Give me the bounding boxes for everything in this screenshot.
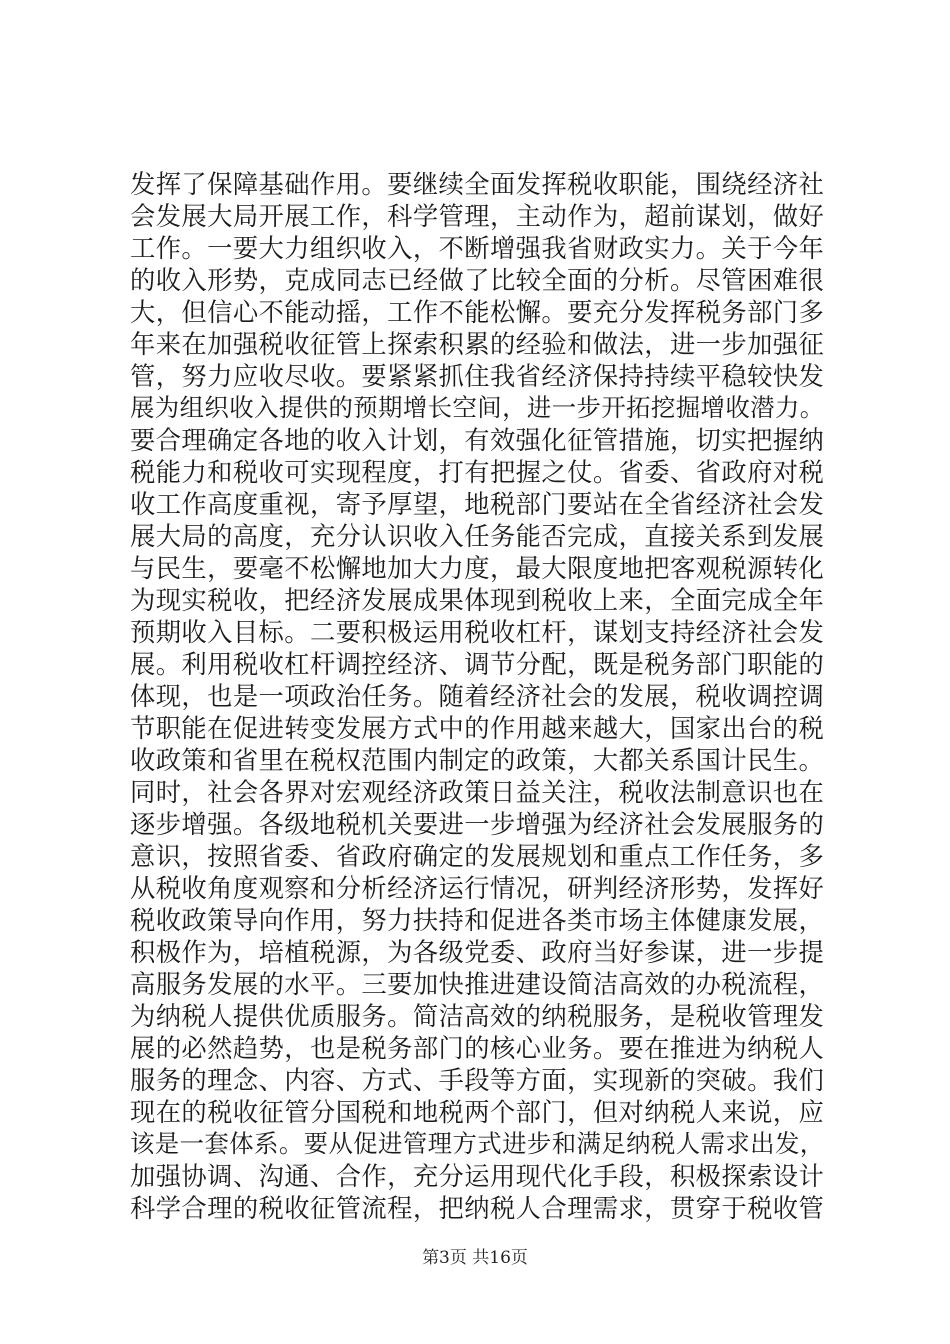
text-line: 大，但信心不能动摇，工作不能松懈。要充分发挥税务部门多	[130, 297, 825, 327]
text-line: 年来在加强税收征管上探索积累的经验和做法，进一步加强征	[130, 329, 825, 359]
text-line: 展大局的高度，充分认识收入任务能否完成，直接关系到发展	[130, 521, 825, 551]
text-line: 现在的税收征管分国税和地税两个部门，但对纳税人来说，应	[130, 1097, 825, 1127]
text-line: 展。利用税收杠杆调控经济、调节分配，既是税务部门职能的	[130, 649, 825, 679]
text-line: 为现实税收，把经济发展成果体现到税收上来，全面完成全年	[130, 585, 825, 615]
text-line: 该是一套体系。要从促进管理方式进步和满足纳税人需求出发，	[130, 1129, 825, 1158]
text-line: 的收入形势，克成同志已经做了比较全面的分析。尽管困难很	[130, 265, 825, 295]
text-line: 与民生，要毫不松懈地加大力度，最大限度地把客观税源转化	[130, 553, 825, 583]
text-line: 展为组织收入提供的预期增长空间，进一步开拓挖掘增收潜力。	[130, 393, 825, 422]
text-line: 展的必然趋势，也是税务部门的核心业务。要在推进为纳税人	[130, 1033, 825, 1063]
text-line: 管，努力应收尽收。要紧紧抓住我省经济保持持续平稳较快发	[130, 361, 825, 391]
text-line: 发挥了保障基础作用。要继续全面发挥税收职能，围绕经济社	[130, 169, 825, 199]
text-line: 意识，按照省委、省政府确定的发展规划和重点工作任务，多	[130, 841, 825, 871]
text-line: 为纳税人提供优质服务。简洁高效的纳税服务，是税收管理发	[130, 1001, 825, 1031]
text-line: 会发展大局开展工作，科学管理，主动作为，超前谋划，做好	[130, 201, 825, 231]
text-line: 工作。一要大力组织收入，不断增强我省财政实力。关于今年	[130, 233, 825, 263]
body-text	[130, 168, 830, 1224]
page-footer: 第3页 共16页	[422, 1248, 528, 1268]
text-line: 加强协调、沟通、合作，充分运用现代化手段，积极探索设计	[130, 1161, 825, 1191]
text-line: 积极作为，培植税源，为各级党委、政府当好参谋，进一步提	[130, 937, 825, 967]
text-line: 税收政策导向作用，努力扶持和促进各类市场主体健康发展，	[130, 905, 825, 935]
text-line: 服务的理念、内容、方式、手段等方面，实现新的突破。我们	[130, 1065, 825, 1095]
text-line: 科学合理的税收征管流程，把纳税人合理需求，贯穿于税收管	[130, 1193, 825, 1223]
text-line: 从税收角度观察和分析经济运行情况，研判经济形势，发挥好	[130, 873, 825, 903]
text-line: 预期收入目标。二要积极运用税收杠杆，谋划支持经济社会发	[130, 617, 825, 647]
text-line: 税能力和税收可实现程度，打有把握之仗。省委、省政府对税	[130, 457, 825, 487]
text-line: 同时，社会各界对宏观经济政策日益关注，税收法制意识也在	[130, 777, 825, 807]
text-line: 高服务发展的水平。三要加快推进建设简洁高效的办税流程，	[130, 969, 825, 999]
text-line: 收政策和省里在税权范围内制定的政策，大都关系国计民生。	[130, 745, 825, 775]
text-line: 节职能在促进转变发展方式中的作用越来越大，国家出台的税	[130, 713, 825, 743]
text-line: 逐步增强。各级地税机关要进一步增强为经济社会发展服务的	[130, 809, 825, 839]
text-line: 收工作高度重视，寄予厚望，地税部门要站在全省经济社会发	[130, 489, 825, 519]
text-line: 体现，也是一项政治任务。随着经济社会的发展，税收调控调	[130, 681, 825, 711]
text-line: 要合理确定各地的收入计划，有效强化征管措施，切实把握纳	[130, 425, 825, 455]
